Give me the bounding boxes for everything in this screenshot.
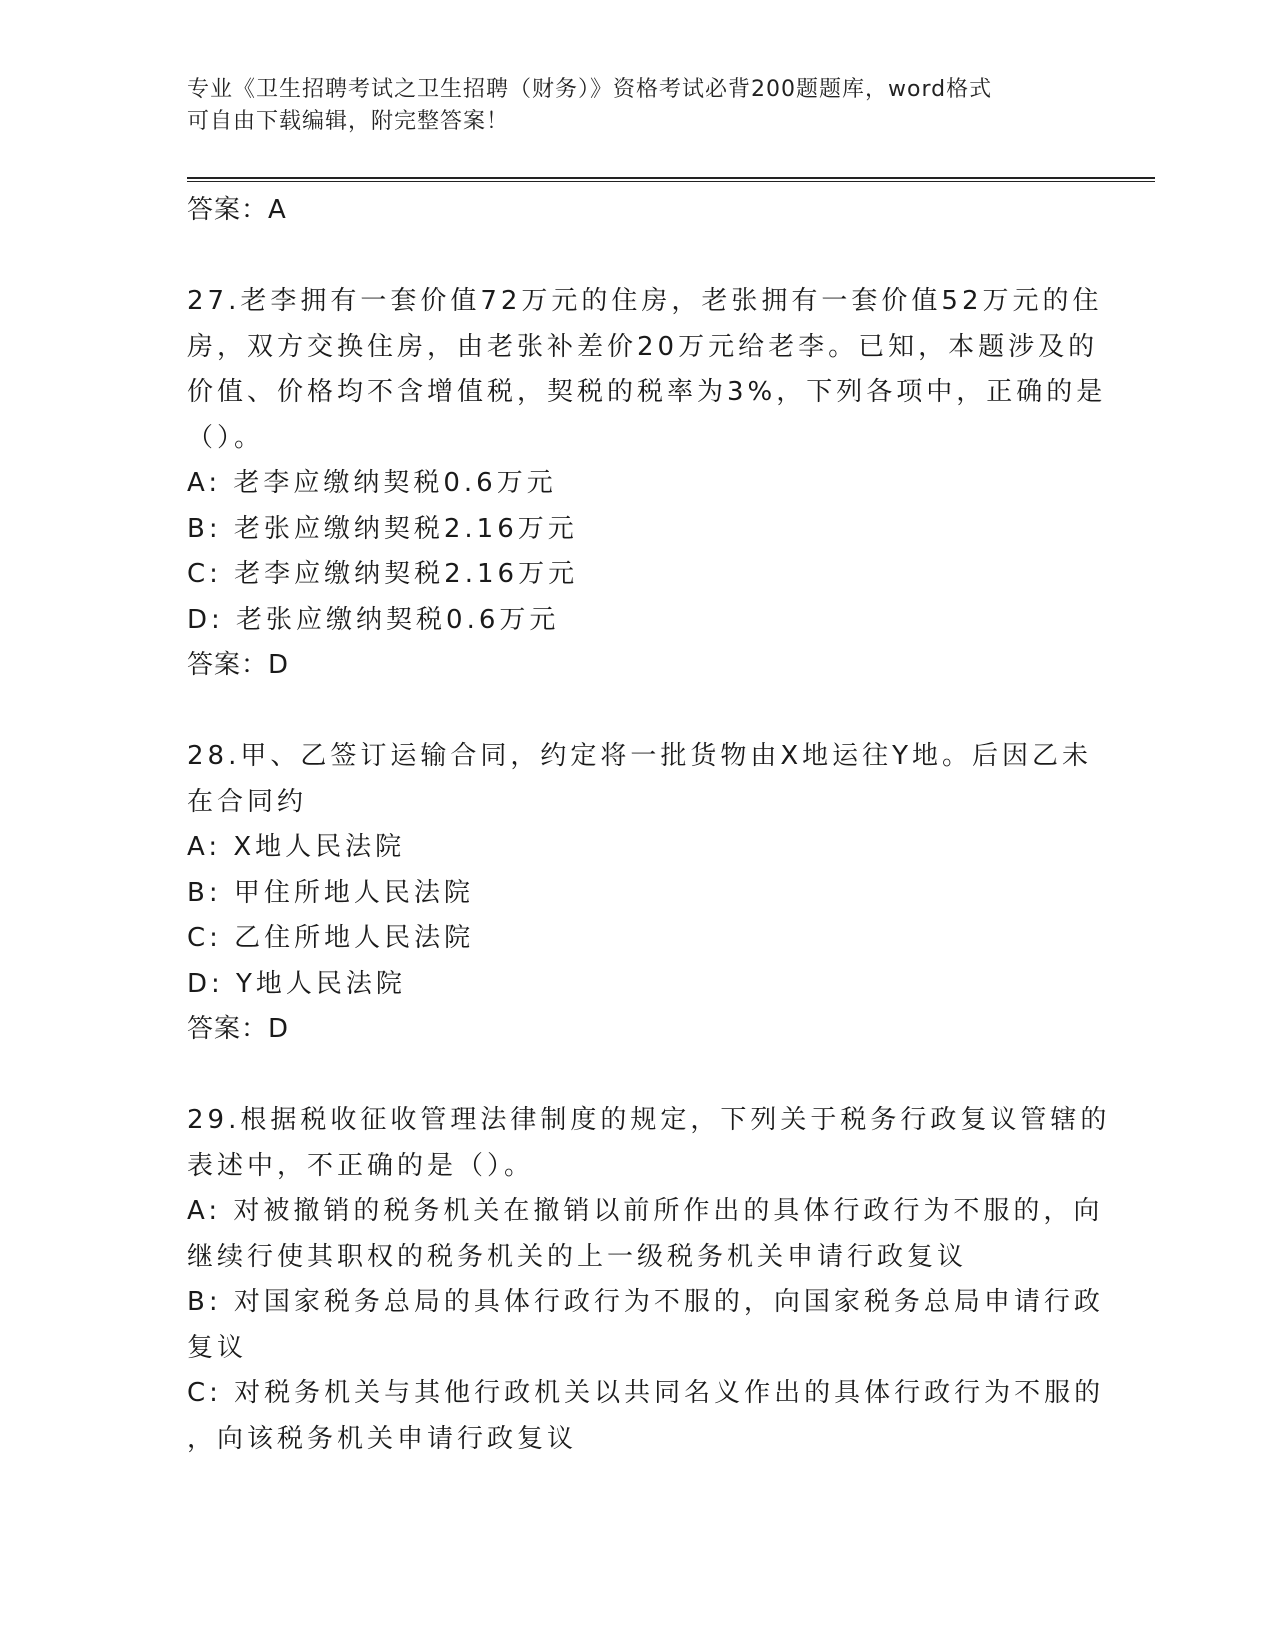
spacer <box>187 1053 1087 1099</box>
question-content <box>187 188 1111 1462</box>
option-b: B: 老张应缴纳契税2.16万元 <box>187 513 578 544</box>
option-d: D: Y地人民法院 <box>187 968 406 999</box>
document-header <box>187 74 1067 138</box>
header-divider <box>187 177 1155 182</box>
question-28 <box>187 734 1093 1053</box>
spacer <box>187 689 1087 735</box>
option-b: B: 对国家税务总局的具体行政行为不服的，向国家税务总局申请行政 <box>187 1287 1104 1317</box>
option-c-continued: ，向该税务机关申请行政复议 <box>187 1423 578 1454</box>
option-c: C: 乙住所地人民法院 <box>187 923 475 953</box>
option-a: A: 对被撤销的税务机关在撤销以前所作出的具体行政行为不服的，向 <box>187 1196 1104 1226</box>
option-a: A: X地人民法院 <box>187 832 406 862</box>
header-line-2: 可自由下载编辑，附完整答案！ <box>187 109 510 134</box>
option-b-continued: 复议 <box>187 1332 248 1363</box>
question-29 <box>187 1098 1111 1462</box>
question-stem-line: 在合同约 <box>187 786 308 817</box>
question-stem-line: 房，双方交换住房，由老张补差价20万元给老李。已知，本题涉及的 <box>187 331 1099 362</box>
question-stem-line: 表述中，不正确的是（）。 <box>187 1150 535 1181</box>
question-stem-line: 价值、价格均不含增值税，契税的税率为3%，下列各项中，正确的是 <box>187 377 1107 407</box>
question-stem-line: （）。 <box>187 422 265 453</box>
spacer <box>187 234 1087 280</box>
option-a: A: 老李应缴纳契税0.6万元 <box>187 468 557 498</box>
option-b: B: 甲住所地人民法院 <box>187 877 474 908</box>
option-c: C: 对税务机关与其他行政机关以共同名义作出的具体行政行为不服的 <box>187 1378 1105 1408</box>
option-c: C: 老李应缴纳契税2.16万元 <box>187 559 579 589</box>
question-stem-line: 29.根据税收征收管理法律制度的规定，下列关于税务行政复议管辖的 <box>187 1105 1111 1135</box>
header-line-1: 专业《卫生招聘考试之卫生招聘（财务）》资格考试必背200题题库，word格式 <box>187 77 993 102</box>
answer-line: 答案：D <box>187 650 290 680</box>
answer-line: 答案：A <box>187 195 287 225</box>
question-stem-line: 27.老李拥有一套价值72万元的住房，老张拥有一套价值52万元的住 <box>187 286 1103 316</box>
answer-line: 答案：D <box>187 1014 290 1044</box>
option-d: D: 老张应缴纳契税0.6万元 <box>187 604 560 635</box>
question-27 <box>187 279 1107 689</box>
question-stem-line: 28.甲、乙签订运输合同，约定将一批货物由X地运往Y地。后因乙未 <box>187 741 1093 771</box>
option-a-continued: 继续行使其职权的税务机关的上一级税务机关申请行政复议 <box>187 1241 968 1272</box>
